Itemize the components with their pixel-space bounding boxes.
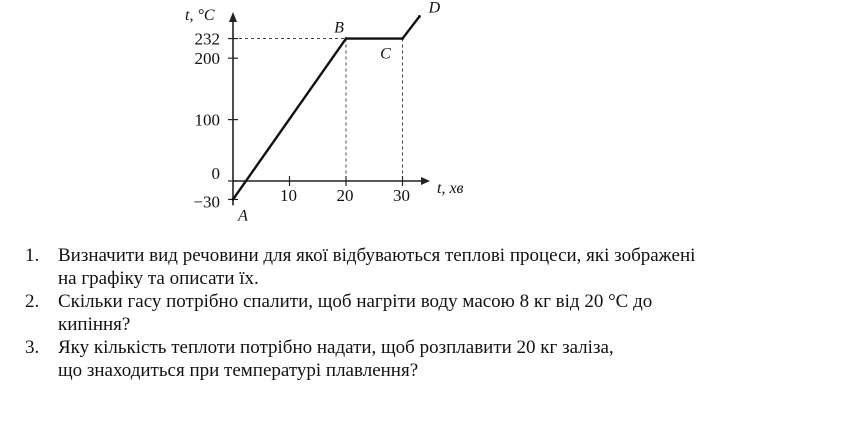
x-tick-label: 10 <box>280 186 297 205</box>
point-label-B: B <box>334 19 344 37</box>
x-tick-label: 20 <box>336 186 354 205</box>
y-tick-label: 0 <box>211 164 220 183</box>
task-list <box>25 244 825 382</box>
task-text-line: Визначити вид речовини для якої відбуваються теплові процеси, які зображені <box>58 245 696 266</box>
data-point-A <box>232 198 235 201</box>
y-axis-arrow <box>229 12 237 22</box>
x-axis-title: t, хв <box>437 180 464 197</box>
series-line <box>233 16 420 199</box>
data-point-C <box>401 37 404 40</box>
task-item-1 <box>25 244 825 290</box>
task-text-line: що знаходиться при температурі плавлення? <box>58 360 419 381</box>
data-point-B <box>345 37 348 40</box>
point-label-C: C <box>380 45 391 63</box>
point-label-A: A <box>238 207 248 225</box>
x-axis-arrow <box>421 177 430 185</box>
point-label-D: D <box>428 0 441 17</box>
y-tick-label: 200 <box>194 49 220 69</box>
y-axis-title: t, °C <box>185 7 215 24</box>
x-tick-label: 30 <box>393 186 410 205</box>
task-text-line: на графіку та описати їх. <box>58 268 259 289</box>
task-number: 2. <box>25 291 40 312</box>
task-item-2 <box>25 290 825 336</box>
y-tick-label: −30 <box>193 192 220 212</box>
data-point-D <box>418 15 421 18</box>
y-tick-label: 232 <box>194 29 220 49</box>
task-item-3 <box>25 336 825 382</box>
task-number: 1. <box>25 245 40 266</box>
task-text-line: Скільки гасу потрібно спалити, щоб нагріти воду масою 8 кг від 20 °С до <box>58 291 653 312</box>
task-number: 3. <box>25 337 40 358</box>
task-text-line: кипіння? <box>58 314 131 335</box>
task-text-line: Яку кількість теплоти потрібно надати, щоб розплавити 20 кг заліза, <box>58 337 614 358</box>
y-tick-label: 100 <box>194 110 220 130</box>
